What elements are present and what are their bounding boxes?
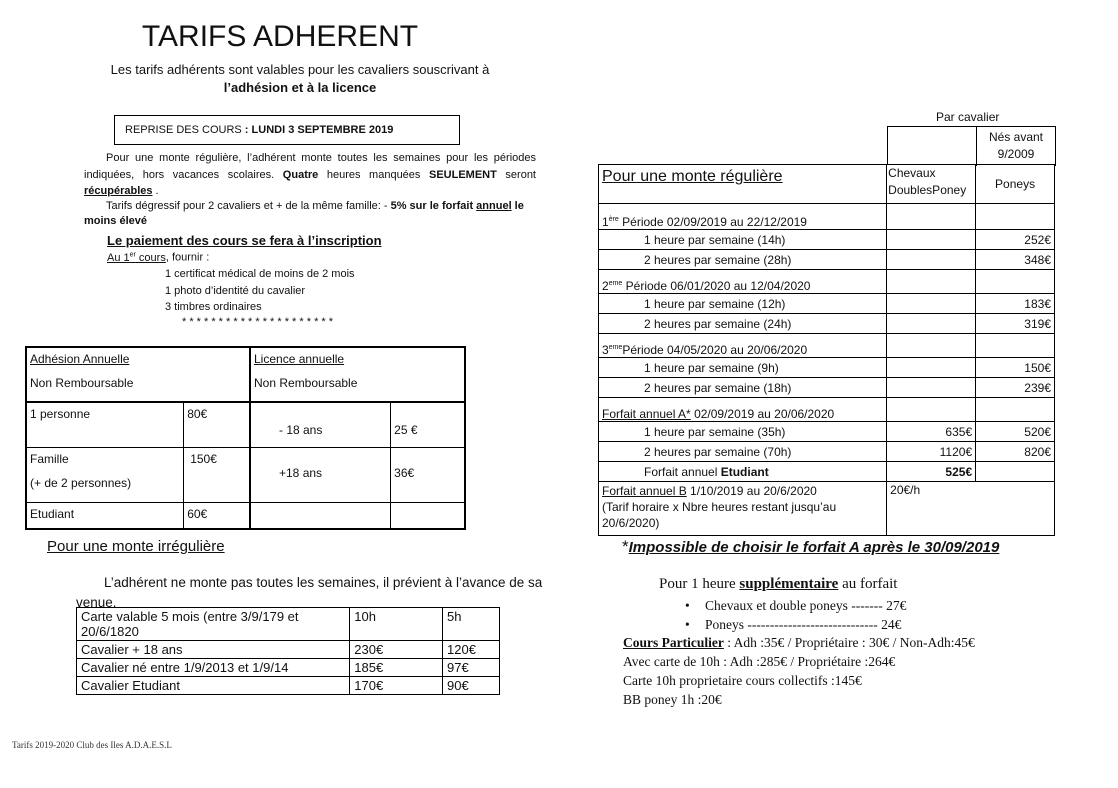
footer-note: Tarifs 2019-2020 Club des Iles A.D.A.E.S.L: [12, 740, 172, 750]
table-cell: 120€: [443, 641, 500, 659]
row-chevaux: [887, 358, 976, 378]
carte-proprietaire: Carte 10h proprietaire cours collectifs :145€: [623, 673, 862, 688]
p1-text: Période 02/09/2019 au 22/12/2019: [618, 215, 807, 229]
row-poneys: 520€: [976, 422, 1055, 442]
forfait-b-cell: [599, 482, 887, 536]
col-poneys-header: Poneys: [976, 165, 1055, 204]
adh-label-cell: 1 personne: [26, 402, 184, 447]
licence-title: Licence annuelle: [254, 352, 345, 366]
row-poneys: 820€: [976, 442, 1055, 462]
paiement-heading: Le paiement des cours se fera à l’inscription: [107, 233, 382, 248]
premier-a: Au 1: [107, 251, 130, 264]
table-row: [599, 230, 1055, 250]
licence-header: [250, 347, 465, 402]
empty-cell: [887, 398, 976, 422]
p1-sup: ère: [608, 216, 619, 223]
row-chevaux: [887, 294, 976, 314]
premier-c: , fournir :: [165, 251, 210, 264]
row-chevaux: [887, 230, 976, 250]
forfait-b-price: 20€/h: [890, 483, 921, 497]
forfait-b-note: (Tarif horaire x Nbre heures restant jusqu’au 20/6/2020): [602, 500, 837, 530]
stars-separator: * * * * * * * * * * * * * * * * * * * * *: [182, 316, 334, 328]
table-row: [599, 378, 1055, 398]
table-row: [599, 250, 1055, 270]
impossible-star: *: [622, 537, 629, 556]
row-chevaux: 1120€: [887, 442, 976, 462]
empty-cell: [976, 398, 1055, 422]
empty-cell: [250, 502, 391, 529]
para2-c: annuel: [476, 200, 512, 212]
adh-value-cell: [184, 447, 250, 502]
table-row: [77, 677, 500, 695]
doc-item: 1 photo d’identité du cavalier: [165, 284, 306, 297]
period-3-label: [599, 334, 887, 358]
period-1-label: [599, 204, 887, 230]
row-poneys: 150€: [976, 358, 1055, 378]
p2-sup: eme: [608, 280, 623, 287]
para2-a: Tarifs dégressif pour 2 cavaliers et + de la même famille: -: [106, 200, 391, 212]
intro-line-2: l’adhésion et à la licence: [223, 80, 377, 95]
table-row: [77, 659, 500, 677]
supp-b: supplémentaire: [739, 576, 839, 592]
supplement-bullets: [685, 596, 906, 634]
regular-table: [598, 164, 1055, 536]
period-2-label: [599, 270, 887, 294]
empty-cell: [976, 462, 1055, 482]
forfait-a-label: [599, 398, 887, 422]
table-cell: Cavalier + 18 ans: [77, 641, 350, 659]
row-label: 2 heures par semaine (28h): [599, 250, 887, 270]
row-chevaux: 635€: [887, 422, 976, 442]
cp-label: Cours Particulier: [623, 635, 724, 650]
reprise-date: LUNDI 3 SEPTEMBRE 2019: [251, 124, 394, 136]
col-chevaux-b: DoublesPoney: [888, 183, 967, 197]
etud-label: Forfait annuel: [644, 464, 721, 479]
page-title: TARIFS ADHERENT: [141, 20, 419, 53]
row-poneys: 348€: [976, 250, 1055, 270]
row-poneys: 252€: [976, 230, 1055, 250]
table-cell: Cavalier né entre 1/9/2013 et 1/9/14: [77, 659, 350, 677]
impossible-text: Impossible de choisir le forfait A après le 30/09/2019: [628, 539, 1000, 556]
adh-label-cell: Etudiant: [26, 502, 184, 529]
intro-line-1: Les tarifs adhérents sont valables pour les cavaliers souscrivant à: [110, 62, 490, 77]
famille-sub: (+ de 2 personnes): [30, 475, 132, 490]
empty-cell: [976, 204, 1055, 230]
forfait-b-dates: 1/10/2019 au 20/6/2020: [686, 484, 817, 498]
row-label: 2 heures par semaine (70h): [599, 442, 887, 462]
row-label: 1 heure par semaine (12h): [599, 294, 887, 314]
p1-n: 1: [602, 215, 609, 229]
table-row: [599, 422, 1055, 442]
header-top-border: [887, 126, 978, 165]
row-chevaux: [887, 378, 976, 398]
regular-title-cell: [599, 165, 887, 204]
adhesion-subtitle: Non Remboursable: [30, 376, 134, 390]
row-poneys: 183€: [976, 294, 1055, 314]
row-label: 1 heure par semaine (35h): [599, 422, 887, 442]
impossible-note: [622, 537, 999, 557]
table-cell: 10h: [350, 608, 443, 641]
table-cell: 170€: [350, 677, 443, 695]
famille-label: Famille: [30, 451, 69, 466]
empty-cell: [976, 270, 1055, 294]
p3-n: 3: [602, 343, 609, 357]
bullet-text: Chevaux et double poneys ------- 27€: [705, 598, 907, 613]
etudiant-value: 525€: [887, 462, 976, 482]
premier-cours: [107, 251, 209, 264]
bullet-item: • Poneys ----------------------------- 24€: [685, 617, 902, 632]
carte-10h: Avec carte de 10h : Adh :285€ / Propriétaire :264€: [623, 654, 896, 669]
adhesion-licence-table: [25, 346, 466, 530]
para1-c: heures manquées: [318, 168, 429, 181]
doc-item: 3 timbres ordinaires: [165, 301, 262, 313]
paragraph-regular: [84, 150, 536, 200]
table-row: [77, 608, 500, 641]
p2-text: Période 06/01/2020 au 12/04/2020: [622, 279, 811, 293]
bullet-item: • Chevaux et double poneys ------- 27€: [685, 598, 907, 613]
para2-b: 5% sur le forfait: [390, 200, 477, 212]
para1-d: SEULEMENT: [429, 168, 497, 181]
table-row: [599, 442, 1055, 462]
table-cell: 5h: [443, 608, 500, 641]
supplementaire-line: [659, 576, 897, 593]
row-chevaux: [887, 314, 976, 334]
table-row: [77, 641, 500, 659]
p3-text: Période 04/05/2020 au 20/06/2020: [622, 343, 808, 357]
licence-subtitle: Non Remboursable: [254, 376, 358, 390]
premier-sup: er: [129, 251, 136, 258]
p2-n: 2: [602, 279, 609, 293]
adh-value-cell: 60€: [184, 502, 250, 529]
para2-d: le moins élevé: [84, 200, 524, 227]
licence-value-cell: 36€: [391, 447, 465, 502]
etud-bold: Etudiant: [720, 464, 769, 479]
licence-label-cell: - 18 ans: [250, 402, 391, 447]
forfait-b-title: Forfait annuel B: [602, 484, 687, 498]
col-chevaux-a: Chevaux: [888, 166, 936, 180]
p3-sup: eme: [608, 344, 623, 351]
supp-c: au forfait: [838, 576, 898, 592]
doc-item: 1 certificat médical de moins de 2 mois: [165, 268, 355, 280]
row-label: 2 heures par semaine (18h): [599, 378, 887, 398]
col-chevaux-header: [887, 165, 976, 204]
para1-e: seront: [496, 168, 536, 181]
empty-cell: [976, 334, 1055, 358]
row-poneys: 319€: [976, 314, 1055, 334]
cours-particulier: [623, 633, 975, 709]
row-chevaux: [887, 250, 976, 270]
forfait-a-title: Forfait annuel A*: [602, 407, 691, 421]
adhesion-title: Adhésion Annuelle: [30, 352, 130, 366]
table-row: [599, 314, 1055, 334]
licence-label-cell: +18 ans: [250, 447, 391, 502]
bb-poney: BB poney 1h :20€: [623, 692, 722, 707]
table-cell: 230€: [350, 641, 443, 659]
row-poneys: 239€: [976, 378, 1055, 398]
reprise-label: REPRISE DES COURS: [125, 124, 242, 136]
forfait-a-dates: 02/09/2019 au 20/06/2020: [690, 407, 835, 421]
nes-avant-text: Nés avant 9/2009: [988, 130, 1044, 161]
etudiant-label: [599, 462, 887, 482]
table-cell: 185€: [350, 659, 443, 677]
irregular-text: L’adhérent ne monte pas toutes les semaines, il prévient à l’avance de sa venue.: [76, 575, 543, 610]
row-label: 2 heures par semaine (24h): [599, 314, 887, 334]
row-label: 1 heure par semaine (9h): [599, 358, 887, 378]
nes-avant-header: [976, 126, 1056, 166]
para1-b: Quatre: [282, 168, 319, 181]
table-cell: Cavalier Etudiant: [77, 677, 350, 695]
bullet-text: Poneys ----------------------------- 24€: [705, 617, 902, 632]
doc-list: [165, 266, 355, 316]
par-cavalier-label: Par cavalier: [936, 110, 1000, 124]
supp-a: Pour 1 heure: [659, 576, 740, 592]
table-row: [599, 358, 1055, 378]
reprise-sep: :: [241, 124, 252, 136]
paragraph-degressif: [84, 199, 536, 229]
empty-cell: [887, 204, 976, 230]
cp-text: : Adh :35€ / Propriétaire : 30€ / Non-Adh:45€: [723, 635, 975, 650]
premier-b: cours: [135, 251, 166, 264]
table-row: [599, 462, 1055, 482]
table-cell: 97€: [443, 659, 500, 677]
empty-cell: [887, 334, 976, 358]
row-label: 1 heure par semaine (14h): [599, 230, 887, 250]
forfait-b-value: [887, 482, 1055, 536]
adhesion-header: [26, 347, 250, 402]
irregular-title: Pour une monte irrégulière: [47, 538, 225, 555]
para1-f: récupérables: [84, 185, 153, 197]
empty-cell: [391, 502, 465, 529]
adh-label-cell: [26, 447, 184, 502]
famille-value: 150€: [190, 451, 217, 466]
irregular-table: [76, 607, 500, 695]
licence-value-cell: 25 €: [391, 402, 465, 447]
reprise-box: [114, 115, 460, 145]
empty-cell: [887, 270, 976, 294]
table-row: [599, 294, 1055, 314]
para1-a: Pour une monte régulière, l’adhérent monte toutes les semaines pour les périodes indiquées, hors vacances scolaires.: [84, 152, 536, 181]
adh-value-cell: 80€: [184, 402, 250, 447]
table-cell: Carte valable 5 mois (entre 3/9/179 et 20/6/1820: [77, 608, 350, 641]
para1-g: .: [152, 185, 159, 197]
regular-title: Pour une monte régulière: [602, 168, 783, 185]
table-cell: 90€: [443, 677, 500, 695]
